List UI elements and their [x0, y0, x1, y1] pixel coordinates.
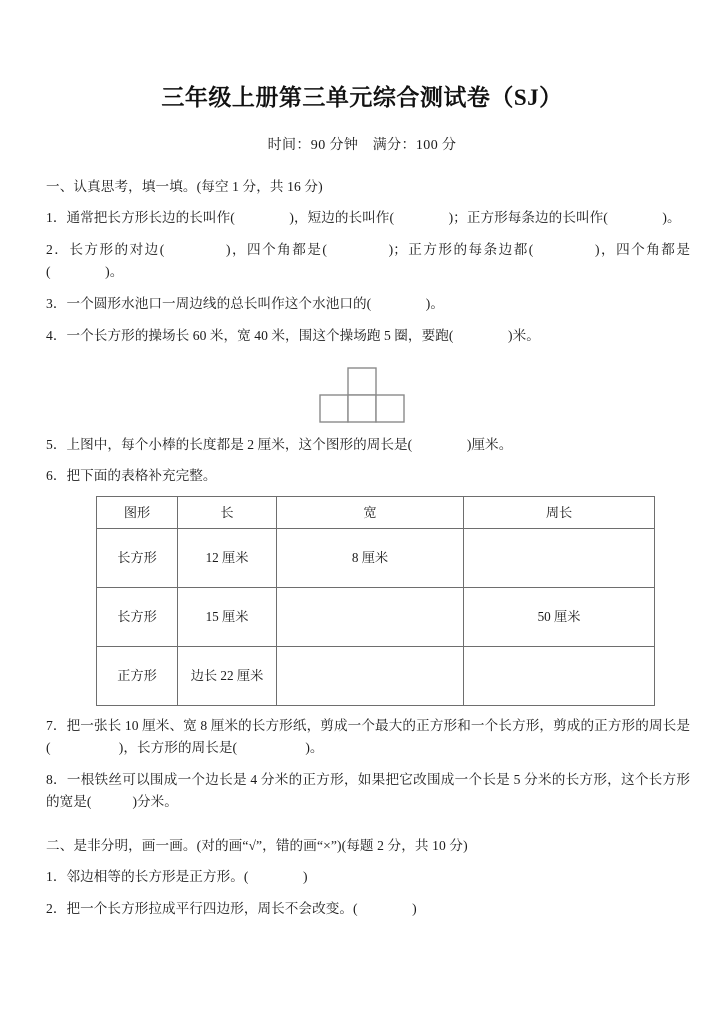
question-1-8: 8．一根铁丝可以围成一个边长是 4 分米的正方形，如果把它改围成一个长是 5 分米的长方形，这个长方形的宽是( )分米。 — [46, 771, 690, 809]
cell-length: 边长 22 厘米 — [178, 646, 277, 705]
question-1-6: 6．把下面的表格补充完整。 — [46, 467, 217, 483]
table-header-length: 长 — [178, 496, 277, 528]
cell-perimeter[interactable] — [464, 646, 655, 705]
cell-width[interactable] — [277, 587, 464, 646]
question-1-7: 7．把一张长 10 厘米、宽 8 厘米的长方形纸，剪成一个最大的正方形和一个长方形，剪成的正方形的周长是( )，长方形的周长是( )。 — [46, 717, 690, 755]
exam-meta-line: 时间：90 分钟 满分：100 分 — [267, 137, 457, 153]
cell-width[interactable]: 8 厘米 — [277, 528, 464, 587]
table-header-width: 宽 — [277, 496, 464, 528]
question-1-1: 1．通常把长方形长边的长叫作( )，短边的长叫作( )；正方形每条边的长叫作( )。 — [46, 209, 681, 225]
question-1-5: 5．上图中，每个小棒的长度都是 2 厘米，这个图形的周长是( )厘米。 — [46, 436, 513, 452]
table-header-row — [97, 496, 655, 528]
section-two-heading: 二、是非分明，画一画。(对的画“√”，错的画“×”)(每题 2 分，共 10 分) — [46, 837, 468, 853]
page-title: 三年级上册第三单元综合测试卷（SJ） — [161, 85, 563, 110]
table-header-shape: 图形 — [97, 496, 178, 528]
cell-shape: 长方形 — [97, 528, 178, 587]
shape-table-container — [34, 487, 690, 706]
table-header-perimeter: 周长 — [464, 496, 655, 528]
table-row — [97, 587, 655, 646]
cell-shape: 正方形 — [97, 646, 178, 705]
question-1-2: 2．长方形的对边( )，四个角都是( )；正方形的每条边都( )，四个角都是( )。 — [46, 241, 690, 279]
t-shaped-figure — [318, 367, 406, 423]
shape-perimeter-table — [96, 496, 655, 706]
cell-shape: 长方形 — [97, 587, 178, 646]
cell-perimeter[interactable] — [464, 528, 655, 587]
figure-container — [34, 347, 690, 425]
question-1-3: 3．一个圆形水池口一周边线的总长叫作这个水池口的( )。 — [46, 295, 445, 311]
cell-width[interactable] — [277, 646, 464, 705]
question-2-2: 2．把一个长方形拉成平行四边形，周长不会改变。( ) — [46, 901, 417, 917]
cell-perimeter: 50 厘米 — [464, 587, 655, 646]
cell-length: 12 厘米 — [178, 528, 277, 587]
question-1-4: 4．一个长方形的操场长 60 米，宽 40 米，围这个操场跑 5 圈，要跑( )米。 — [46, 327, 540, 343]
table-row — [97, 528, 655, 587]
question-2-1: 1．邻边相等的长方形是正方形。( ) — [46, 869, 308, 885]
cell-length: 15 厘米 — [178, 587, 277, 646]
table-row — [97, 646, 655, 705]
section-one-heading: 一、认真思考，填一填。(每空 1 分，共 16 分) — [46, 178, 323, 194]
